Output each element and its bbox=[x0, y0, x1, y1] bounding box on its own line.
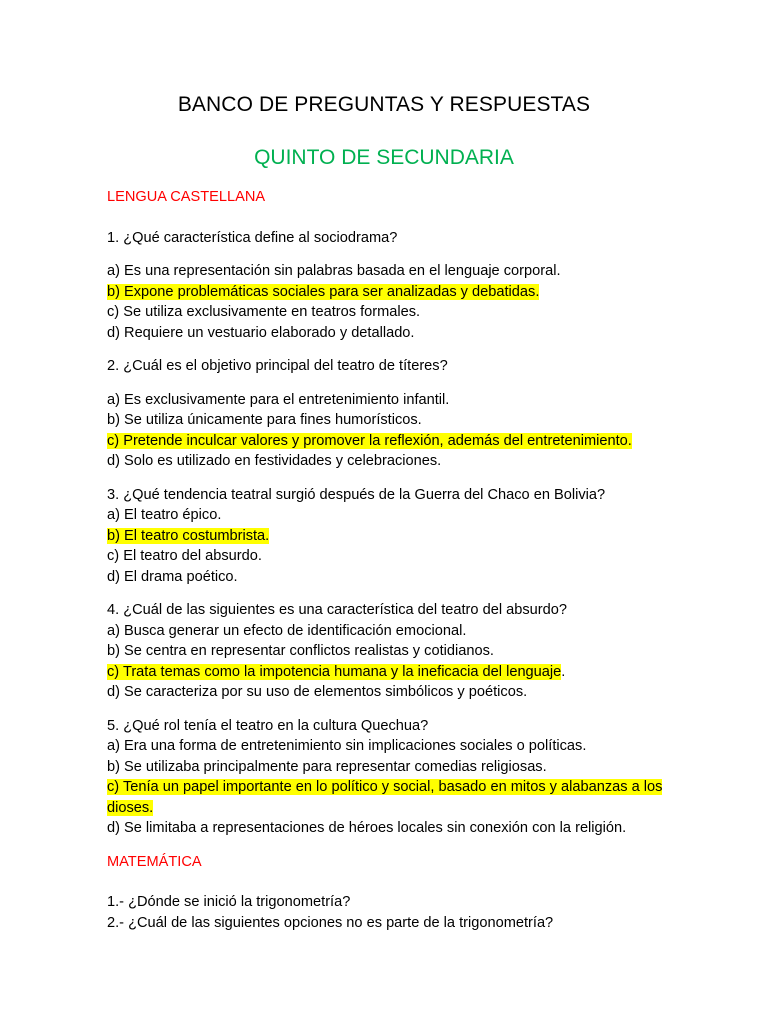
option-correct bbox=[107, 777, 667, 818]
highlighted-answer: c) Pretende inculcar valores y promover la reflexión, además del entretenimiento. bbox=[107, 432, 632, 449]
option bbox=[107, 410, 667, 431]
option bbox=[107, 302, 667, 323]
question-options bbox=[107, 736, 667, 839]
option-text: a) Era una forma de entretenimiento sin implicaciones sociales o políticas. bbox=[107, 738, 587, 754]
option-correct bbox=[107, 526, 667, 547]
option-correct bbox=[107, 662, 667, 683]
option-text: a) Es una representación sin palabras basada en el lenguaje corporal. bbox=[107, 263, 561, 279]
option bbox=[107, 505, 667, 526]
option bbox=[107, 451, 667, 472]
option bbox=[107, 641, 667, 662]
option bbox=[107, 757, 667, 778]
question-text: 4. ¿Cuál de las siguientes es una característica del teatro del absurdo? bbox=[107, 602, 567, 618]
question-text: 3. ¿Qué tendencia teatral surgió después de la Guerra del Chaco en Bolivia? bbox=[107, 486, 606, 503]
document-title: BANCO DE PREGUNTAS Y RESPUESTAS bbox=[177, 93, 591, 116]
question-options bbox=[107, 261, 667, 343]
option-correct bbox=[107, 282, 667, 303]
option bbox=[107, 818, 667, 839]
highlighted-answer: c) Trata temas como la impotencia humana y la ineficacia del lenguaje bbox=[107, 663, 562, 680]
option-text: d) El drama poético. bbox=[107, 568, 238, 585]
document-subtitle: QUINTO DE SECUNDARIA bbox=[254, 146, 514, 169]
option bbox=[107, 736, 667, 757]
question-text: 2. ¿Cuál es el objetivo principal del teatro de títeres? bbox=[107, 358, 448, 374]
highlighted-answer: c) Tenía un papel importante en lo político y social, basado en mitos y alabanzas a los dioses. bbox=[107, 779, 663, 816]
highlighted-answer: b) El teatro costumbrista. bbox=[107, 527, 270, 544]
answer-suffix: . bbox=[561, 663, 566, 680]
option-text: c) El teatro del absurdo. bbox=[107, 548, 262, 564]
option-text: a) Busca generar un efecto de identificación emocional. bbox=[107, 622, 467, 639]
question-text: 1.- ¿Dónde se inició la trigonometría? bbox=[107, 894, 351, 910]
question-text: 5. ¿Qué rol tenía el teatro en la cultura Quechua? bbox=[107, 717, 429, 734]
question-options bbox=[107, 621, 667, 703]
option-correct bbox=[107, 431, 667, 452]
option-text: d) Solo es utilizado en festividades y celebraciones. bbox=[107, 453, 442, 469]
question-text: 1. ¿Qué característica define al sociodrama? bbox=[107, 229, 398, 246]
option-text: b) Se utilizaba principalmente para representar comedias religiosas. bbox=[107, 758, 547, 775]
option bbox=[107, 567, 667, 588]
section-title-lengua: LENGUA CASTELLANA bbox=[107, 189, 266, 205]
question-text: 2.- ¿Cuál de las siguientes opciones no es parte de la trigonometría? bbox=[107, 914, 554, 931]
highlighted-answer: b) Expone problemáticas sociales para ser analizadas y debatidas. bbox=[107, 283, 540, 300]
option-text: d) Se caracteriza por su uso de elementos simbólicos y poéticos. bbox=[107, 684, 528, 700]
option bbox=[107, 323, 667, 344]
option bbox=[107, 621, 667, 642]
option bbox=[107, 261, 667, 282]
option bbox=[107, 546, 667, 567]
option bbox=[107, 390, 667, 411]
option bbox=[107, 682, 667, 703]
document-body bbox=[107, 187, 667, 933]
option-text: a) El teatro épico. bbox=[107, 507, 222, 523]
option-text: d) Se limitaba a representaciones de héroes locales sin conexión con la religión. bbox=[107, 820, 627, 836]
option-text: b) Se utiliza únicamente para fines humorísticos. bbox=[107, 412, 422, 428]
option-text: b) Se centra en representar conflictos realistas y cotidianos. bbox=[107, 643, 494, 659]
option-text: c) Se utiliza exclusivamente en teatros formales. bbox=[107, 304, 421, 320]
option-text: a) Es exclusivamente para el entretenimiento infantil. bbox=[107, 391, 450, 408]
question-options bbox=[107, 390, 667, 472]
question-options bbox=[107, 505, 667, 587]
option-text: d) Requiere un vestuario elaborado y detallado. bbox=[107, 324, 415, 341]
section-title-matematica: MATEMÁTICA bbox=[107, 853, 202, 870]
